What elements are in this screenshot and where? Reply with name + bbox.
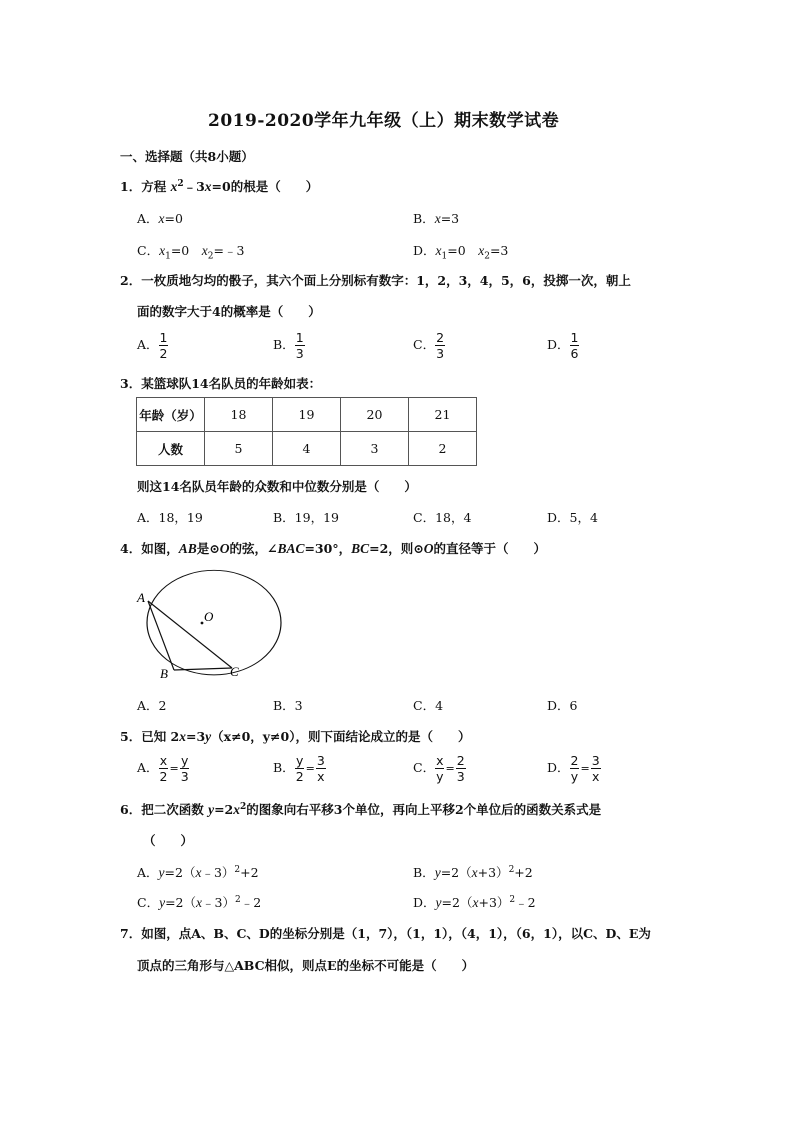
table-row — [137, 398, 477, 432]
q1-option-d[interactable]: D．$x_1=0$ $x_2=3$ — [413, 243, 509, 262]
q5-option-d[interactable]: D． $\frac{2}{y}$ = $\frac{3}{x}$ — [547, 753, 600, 784]
q6-option-d[interactable]: D．$y=2(x+3)^2﹣2$ — [413, 894, 536, 910]
question-7-line1: 7．如图，点A、B、C、D的坐标分别是（1，7），（1，1），（4，1），（6，1），以C、D、E为 — [120, 926, 651, 941]
label-c: C — [230, 664, 239, 678]
question-5-stem: 5．已知 2x=3y（x≠0，y≠0），则下面结论成立的是（ ） — [120, 729, 471, 744]
question-7-line2: 顶点的三角形与△ABC相似，则点E的坐标不可能是（ ） — [137, 958, 475, 973]
table-cell: 3 — [341, 432, 409, 466]
table-cell: 18 — [205, 398, 273, 432]
table-cell: 年龄（岁） — [137, 398, 205, 432]
q6-option-c[interactable]: C．y=2（x﹣3）$^2$﹣2 — [137, 894, 262, 910]
question-6-line1: 6．把二次函数 $y=2x^2$的图象向右平移3个单位，再向上平移2个单位后的函数关系式是 — [120, 801, 602, 817]
label-b: B — [160, 666, 168, 678]
question-1-stem: 1．方程 $x^2﹣3x=0$的根是（ ） — [120, 178, 319, 194]
q2-option-d[interactable] — [547, 330, 579, 361]
q4-option-c[interactable]: C．4 — [413, 698, 444, 713]
table-row — [137, 432, 477, 466]
q4-option-d[interactable]: D．6 — [547, 698, 578, 713]
q1-option-a[interactable]: A．x=0 — [137, 211, 183, 226]
section-heading: 一、选择题（共8小题） — [120, 149, 254, 164]
q2-a-fraction: $\frac{1}{2}$ — [159, 330, 168, 361]
q2-c-fraction: $\frac{2}{3}$ — [436, 330, 445, 361]
q2-d-fraction: $\frac{1}{6}$ — [570, 330, 579, 361]
q2-d-label: D． — [547, 337, 570, 352]
q5-option-a[interactable]: A． $\frac{x}{2}$ = $\frac{y}{3}$ — [137, 753, 189, 784]
q2-option-b[interactable] — [273, 330, 305, 361]
q6-option-b[interactable]: B．$y=2(x+3)^2+2$ — [413, 864, 533, 880]
table-cell: 2 — [409, 432, 477, 466]
table-cell: 20 — [341, 398, 409, 432]
q4-option-b[interactable]: B．3 — [273, 698, 303, 713]
center-point — [201, 622, 204, 625]
q2-option-a[interactable] — [137, 330, 168, 361]
q1-number: 1．方程 — [120, 179, 171, 194]
table-cell: 4 — [273, 432, 341, 466]
question-4-stem: 4．如图，AB是⊙O的弦，∠BAC=30°，BC=2，则⊙O的直径等于（ ） — [120, 541, 547, 556]
question-3-stem: 3．某篮球队14名队员的年龄如表： — [120, 376, 322, 391]
q3-option-b[interactable]: B．19，19 — [273, 510, 339, 525]
q2-b-fraction: $\frac{1}{3}$ — [295, 330, 304, 361]
q2-option-c[interactable] — [413, 330, 445, 361]
q3-option-a[interactable]: A．18，19 — [137, 510, 203, 525]
q5-option-c[interactable]: C． $\frac{x}{y}$ = $\frac{2}{3}$ — [413, 753, 465, 784]
q1-option-c[interactable]: C．$x_1=0$ $x_2=﹣3$ — [137, 243, 245, 262]
q3-option-c[interactable]: C．18，4 — [413, 510, 472, 525]
q4-option-a[interactable]: A．2 — [137, 698, 167, 713]
q2-b-label: B． — [273, 337, 295, 352]
ages-table — [136, 397, 477, 466]
q1-var-x: x — [170, 179, 178, 194]
q2-c-label: C． — [413, 337, 436, 352]
page-title: 2019-2020学年九年级（上）期末数学试卷 — [208, 111, 560, 131]
question-2-line2: 面的数字大于4的概率是（ ） — [137, 304, 321, 319]
q5-option-b[interactable]: B． $\frac{y}{2}$ = $\frac{3}{x}$ — [273, 753, 325, 784]
table-cell: 人数 — [137, 432, 205, 466]
q1-eq-part: ﹣3 — [183, 179, 205, 194]
label-o: O — [204, 609, 214, 624]
question-6-line2: （ ） — [143, 833, 194, 848]
table-cell: 21 — [409, 398, 477, 432]
question-2-line1: 2．一枚质地匀均的骰子，其六个面上分别标有数字：1，2，3，4，5，6，投掷一次，朝上 — [120, 273, 631, 288]
circle-o — [147, 570, 281, 675]
q3-option-d[interactable]: D．5，4 — [547, 510, 598, 525]
q1-var-x2: x — [204, 179, 212, 194]
table-cell: 19 — [273, 398, 341, 432]
label-a: A — [137, 590, 145, 605]
q1-eq-end: =0的根是（ ） — [211, 179, 319, 194]
q6-option-a[interactable]: A．y=2（x﹣3）$^2$+2 — [137, 864, 259, 880]
q1-option-b[interactable]: B．x=3 — [413, 211, 460, 226]
circle-diagram — [132, 568, 292, 678]
question-3-question: 则这14名队员年龄的众数和中位数分别是（ ） — [137, 479, 417, 494]
table-cell: 5 — [205, 432, 273, 466]
q2-a-label: A． — [137, 337, 159, 352]
